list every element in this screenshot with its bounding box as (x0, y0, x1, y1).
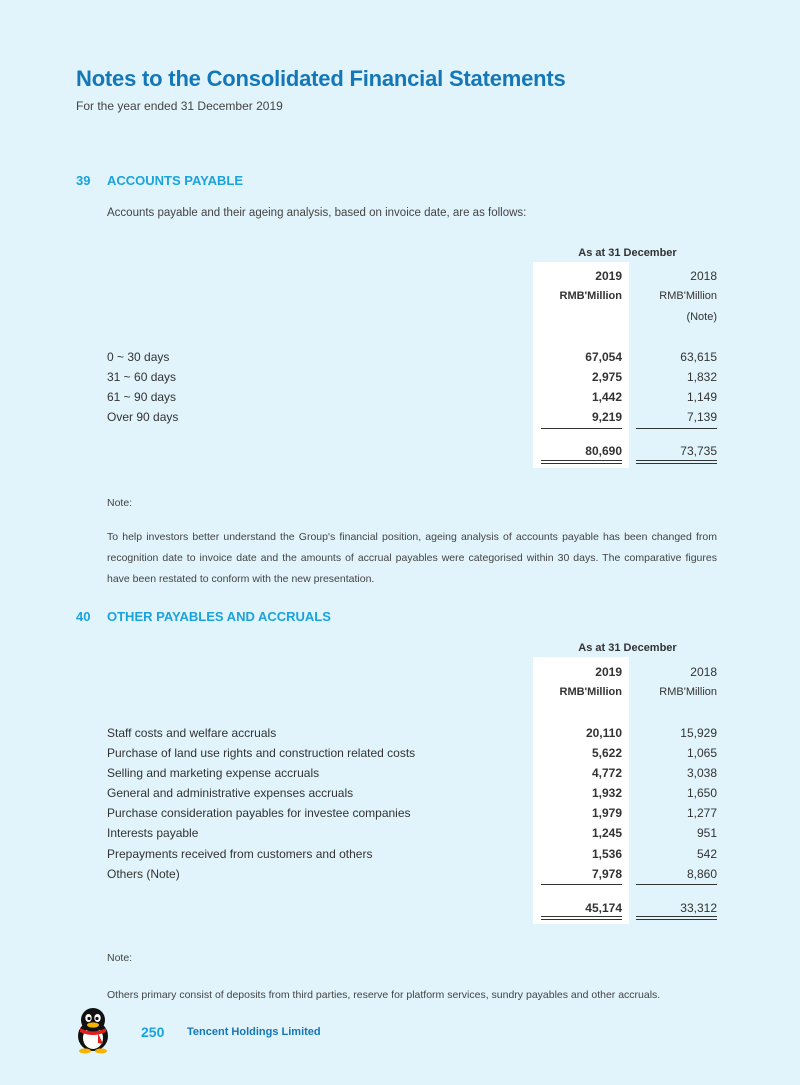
total-double-rule-2018 (636, 460, 717, 464)
value-2018: 1,065 (686, 746, 717, 760)
value-2019: 9,219 (591, 410, 622, 424)
table-row (107, 746, 717, 764)
value-2018: 1,650 (686, 786, 717, 800)
note-label: Note: (107, 497, 133, 509)
row-label: Staff costs and welfare accruals (107, 726, 277, 740)
row-label: Over 90 days (107, 410, 179, 424)
penguin-mascot-icon (72, 1006, 114, 1054)
table-row (107, 806, 717, 824)
row-label: Purchase of land use rights and construction related costs (107, 746, 416, 760)
unit-2019: RMB'Million (559, 686, 622, 698)
table-row (107, 350, 717, 368)
column-header-2019: 2019 (595, 269, 622, 283)
table-row (107, 370, 717, 388)
section-title: ACCOUNTS PAYABLE (107, 173, 244, 188)
value-2018: 8,860 (686, 867, 717, 881)
note-label: Note: (107, 952, 133, 964)
row-label: Selling and marketing expense accruals (107, 766, 320, 780)
as-at-heading: As at 31 December (578, 247, 677, 259)
page-title: Notes to the Consolidated Financial Statements (76, 66, 566, 91)
total-2018: 73,735 (680, 444, 717, 458)
value-2018: 542 (696, 847, 717, 861)
row-label: 31 ~ 60 days (107, 370, 177, 384)
company-name: Tencent Holdings Limited (187, 1026, 321, 1038)
row-label: 61 ~ 90 days (107, 390, 177, 404)
table-row (107, 766, 717, 784)
unit-2019: RMB'Million (559, 290, 622, 302)
column-header-2018: 2018 (690, 269, 717, 283)
section-title: OTHER PAYABLES AND ACCRUALS (107, 609, 331, 624)
value-2019: 7,978 (591, 867, 622, 881)
value-2019: 1,442 (591, 390, 622, 404)
total-2019: 45,174 (585, 901, 622, 915)
note-text: To help investors better understand the Group's financial position, ageing analysis of accounts payable has been changed from recognition date to invoice date and the amounts of accrual payables were categorised within 30 days. The comparative figures have been restated to conform with the new presentation. (107, 531, 717, 585)
table-row (107, 826, 717, 844)
note-marker: (Note) (686, 311, 717, 323)
table-row (107, 410, 717, 428)
total-double-rule-2018 (636, 916, 717, 920)
row-label: General and administrative expenses accruals (107, 786, 354, 800)
as-at-heading: As at 31 December (578, 642, 677, 654)
subtotal-rule-2019 (541, 884, 622, 885)
section-39-heading (76, 173, 243, 188)
value-2019: 5,622 (591, 746, 622, 760)
value-2019: 4,772 (591, 766, 622, 780)
value-2019: 1,245 (591, 826, 622, 840)
total-2019: 80,690 (585, 444, 622, 458)
unit-2018: RMB'Million (659, 686, 717, 698)
value-2018: 15,929 (680, 726, 717, 740)
value-2019: 20,110 (585, 726, 622, 740)
unit-2018: RMB'Million (659, 290, 717, 302)
total-row (107, 901, 717, 919)
table-row (107, 847, 717, 865)
table-row (107, 726, 717, 744)
row-label: 0 ~ 30 days (107, 350, 170, 364)
section-40-heading (76, 609, 331, 624)
subtotal-rule-2018 (636, 428, 717, 429)
value-2018: 1,149 (686, 390, 717, 404)
row-label: Prepayments received from customers and others (107, 847, 373, 861)
table-row (107, 867, 717, 885)
value-2018: 951 (696, 826, 717, 840)
row-label: Interests payable (107, 826, 199, 840)
subtotal-rule-2019 (541, 428, 622, 429)
row-label: Purchase consideration payables for investee companies (107, 806, 411, 820)
value-2019: 2,975 (591, 370, 622, 384)
row-label: Others (Note) (107, 867, 180, 881)
value-2018: 1,832 (686, 370, 717, 384)
value-2019: 1,536 (591, 847, 622, 861)
table-row (107, 786, 717, 804)
subtotal-rule-2018 (636, 884, 717, 885)
note-text: Others primary consist of deposits from third parties, reserve for platform services, sundry payables and other accruals. (107, 989, 661, 1001)
value-2018: 7,139 (686, 410, 717, 424)
section-39-intro: Accounts payable and their ageing analysis, based on invoice date, are as follows: (107, 207, 527, 219)
page-number: 250 (141, 1024, 165, 1040)
value-2018: 63,615 (680, 350, 717, 364)
page-subtitle: For the year ended 31 December 2019 (76, 99, 283, 113)
total-2018: 33,312 (680, 901, 717, 915)
total-double-rule-2019 (541, 916, 622, 920)
value-2019: 1,979 (591, 806, 622, 820)
section-number: 39 (76, 173, 91, 188)
column-header-2018: 2018 (690, 665, 717, 679)
total-double-rule-2019 (541, 460, 622, 464)
table-row (107, 390, 717, 408)
value-2018: 3,038 (686, 766, 717, 780)
value-2019: 67,054 (585, 350, 622, 364)
value-2018: 1,277 (686, 806, 717, 820)
total-row (107, 444, 717, 462)
value-2019: 1,932 (591, 786, 622, 800)
section-number: 40 (76, 609, 91, 624)
column-header-2019: 2019 (595, 665, 622, 679)
